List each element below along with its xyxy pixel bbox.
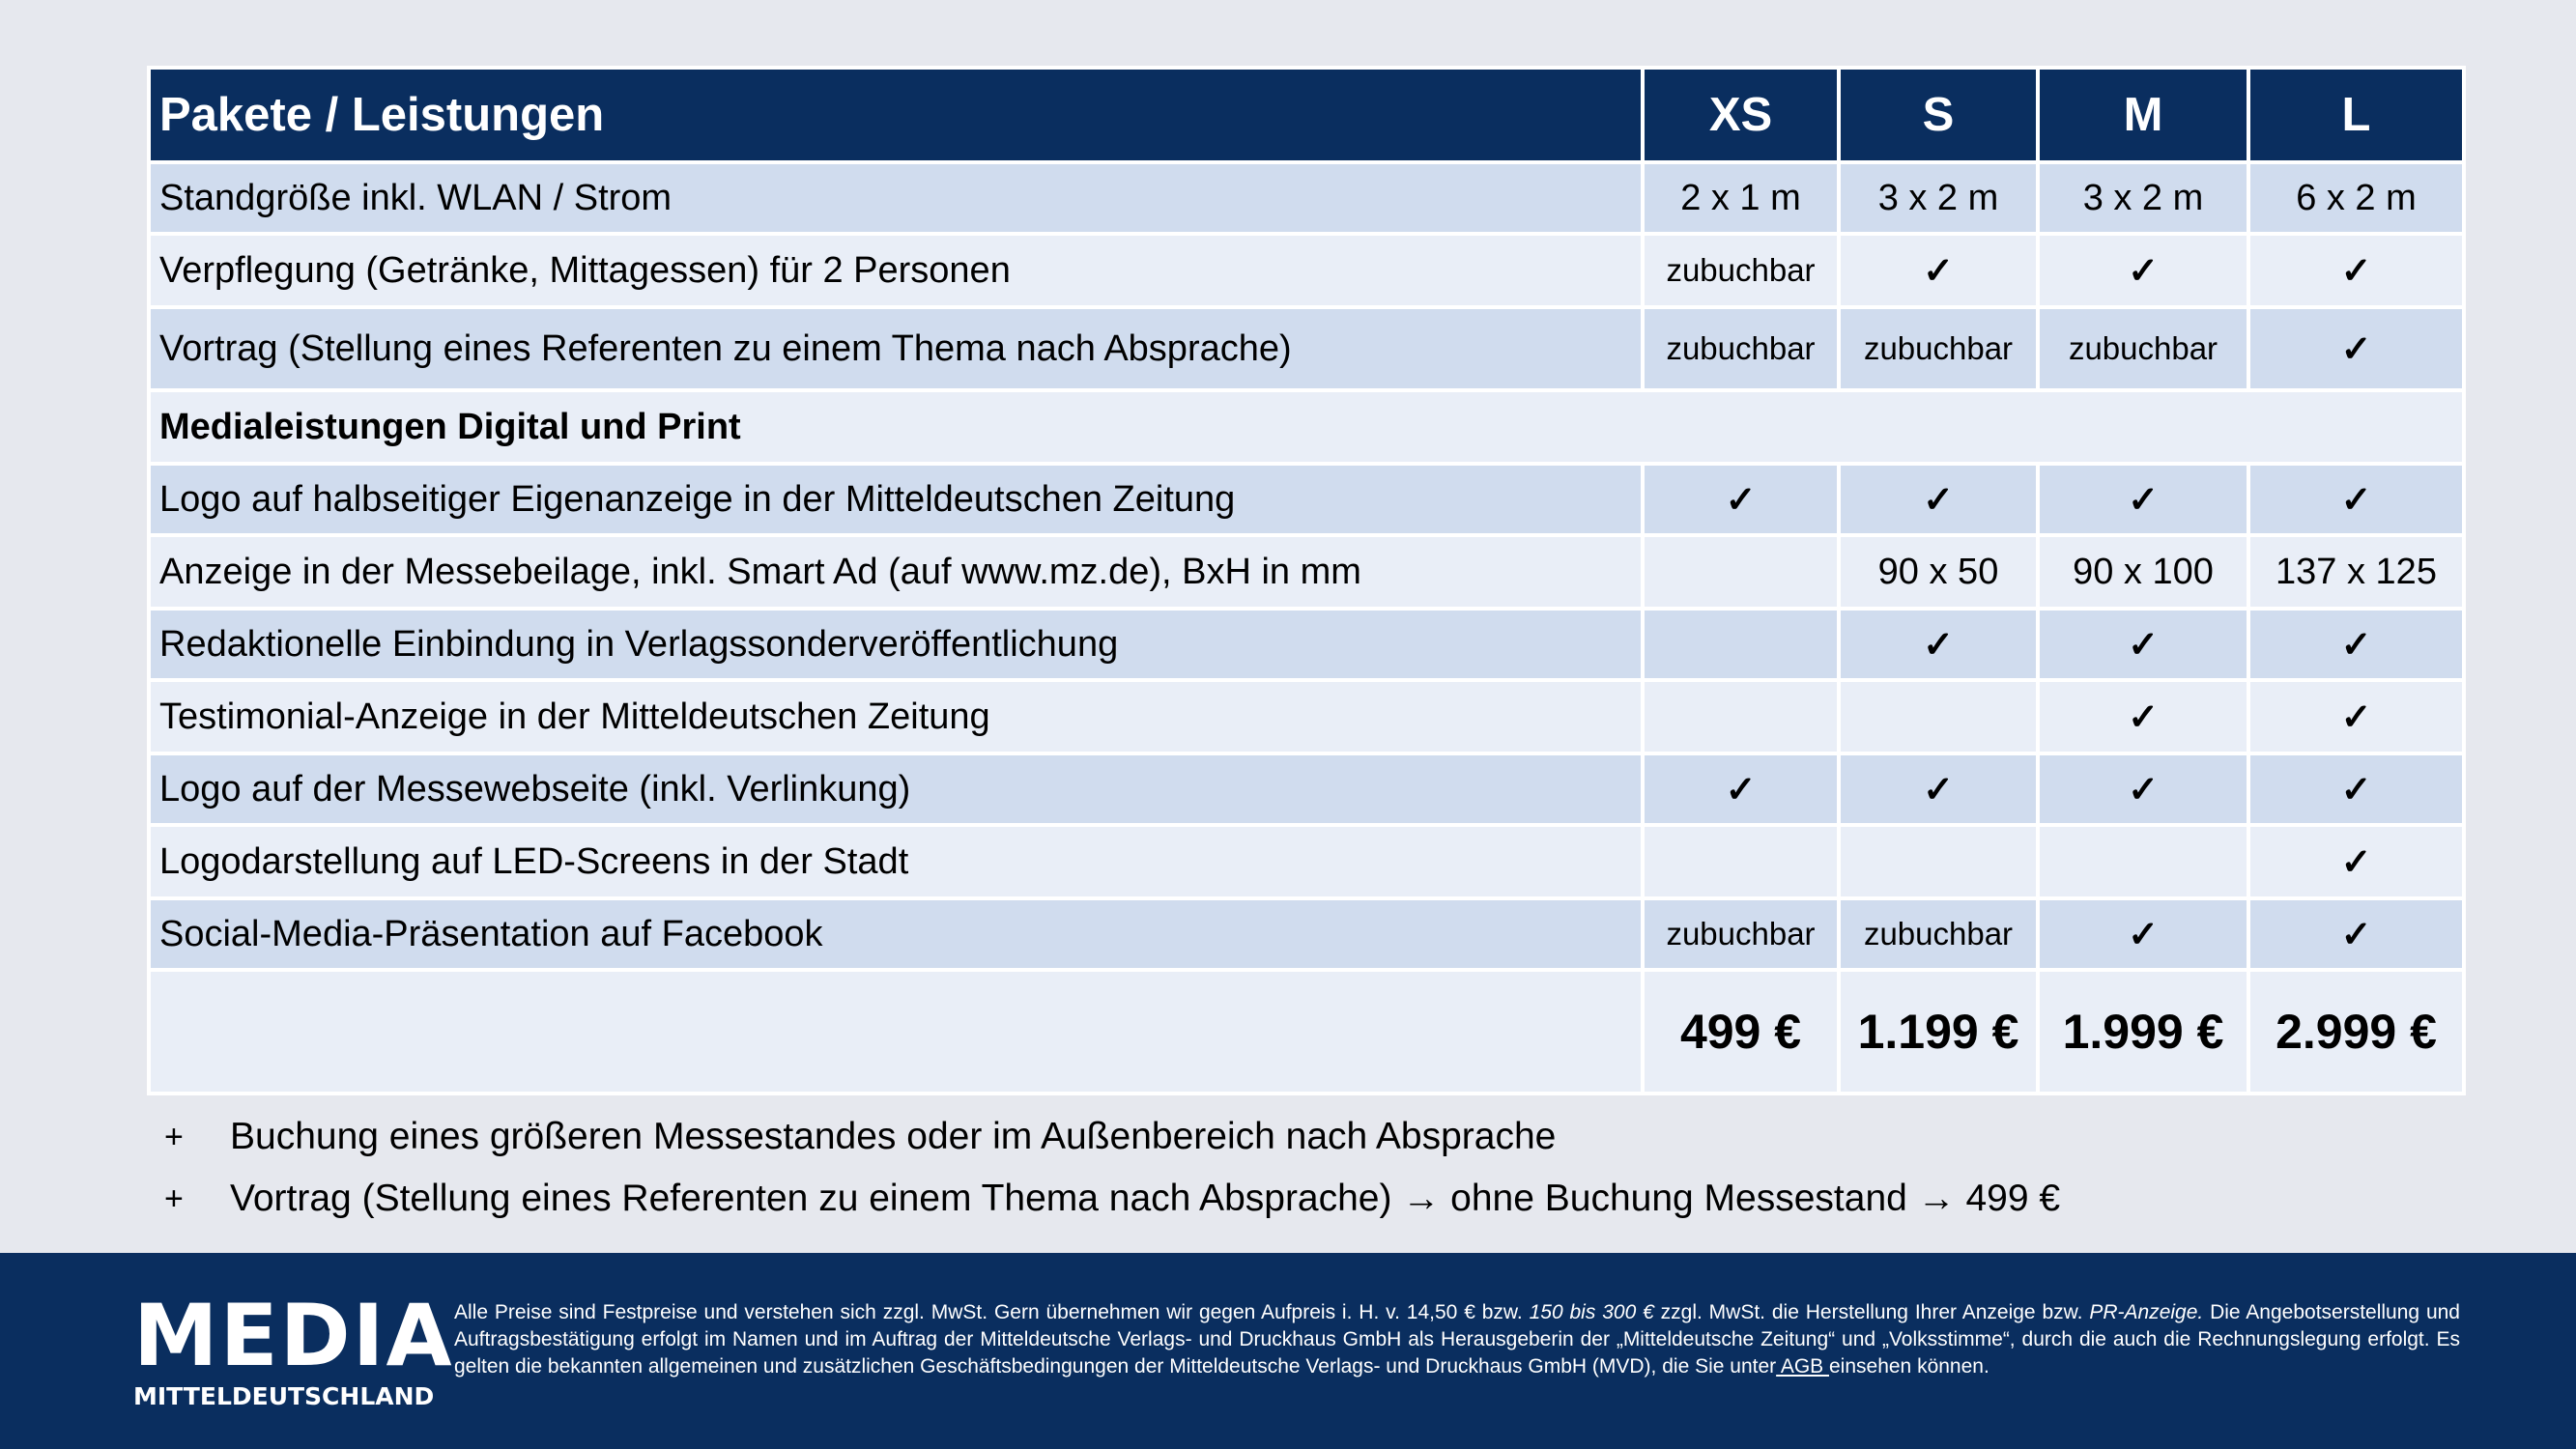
cell-value (1839, 680, 2038, 753)
package-header-xs: XS (1643, 68, 1839, 162)
cell-value (1839, 825, 2038, 898)
cell-value (1643, 609, 1839, 680)
list-item (164, 1106, 2060, 1168)
cell-value: 6 x 2 m (2248, 162, 2464, 234)
row-label: Testimonial-Anzeige in der Mitteldeutschen Zeitung (149, 680, 1643, 753)
price-s: 1.199 € (1839, 970, 2038, 1094)
notes-list (164, 1106, 2060, 1230)
row-label: Logo auf der Messewebseite (inkl. Verlinkung) (149, 753, 1643, 825)
check-icon: ✓ (2248, 464, 2464, 535)
package-header-l: L (2248, 68, 2464, 162)
check-icon: ✓ (2248, 609, 2464, 680)
plus-icon: + (164, 1179, 184, 1217)
price-xs: 499 € (1643, 970, 1839, 1094)
cell-value (2038, 825, 2248, 898)
cell-value: 137 x 125 (2248, 535, 2464, 609)
check-icon: ✓ (2248, 753, 2464, 825)
price-m: 1.999 € (2038, 970, 2248, 1094)
packages-table (147, 66, 2466, 1095)
cell-value: 2 x 1 m (1643, 162, 1839, 234)
table-row (149, 464, 2464, 535)
price-row-spacer (149, 970, 1643, 1094)
section-title: Medialeistungen Digital und Print (149, 390, 2464, 464)
section-row (149, 390, 2464, 464)
check-icon: ✓ (2038, 898, 2248, 970)
media-mitteldeutschland-logo (133, 1286, 454, 1410)
check-icon: ✓ (1839, 609, 2038, 680)
row-label: Redaktionelle Einbindung in Verlagssonderveröffentlichung (149, 609, 1643, 680)
check-icon: ✓ (2248, 680, 2464, 753)
cell-value (1643, 535, 1839, 609)
check-icon: ✓ (2248, 307, 2464, 390)
row-label: Logodarstellung auf LED-Screens in der Stadt (149, 825, 1643, 898)
agb-link[interactable]: AGB (1776, 1355, 1829, 1378)
check-icon: ✓ (1643, 753, 1839, 825)
table-row (149, 234, 2464, 307)
plus-icon: + (164, 1118, 184, 1155)
disclaimer-italic: 150 bis 300 € (1529, 1301, 1654, 1323)
note-text: Buchung eines größeren Messestandes oder im Außenbereich nach Absprache (230, 1116, 1557, 1157)
logo-sub-text: MITTELDEUTSCHLAND (133, 1382, 435, 1410)
list-item (164, 1168, 2060, 1230)
disclaimer-part: Die Angebotserstellung und Auftragsbestätigung erfolgt im Namen und im Auftrag der Mitteldeutsche Verlags- und Druckhaus GmbH als Herausgeberin der „Mitteldeutsche Zeitung“ und „Volksstimme“, durch die auch die Rechnungslegung erfolgt. Es gelten die bekannten allgemeinen und zusätzlichen Geschäftsbedingungen der Mitteldeutsche Verlags- und Druckhaus GmbH (MVD), die Sie unter (454, 1301, 2460, 1378)
note-text: Vortrag (Stellung eines Referenten zu einem Thema nach Absprache) → ohne Buchung Messestand → 499 € (230, 1178, 2061, 1219)
cell-value: zubuchbar (2038, 307, 2248, 390)
cell-value (1643, 680, 1839, 753)
package-header-s: S (1839, 68, 2038, 162)
cell-value: 90 x 100 (2038, 535, 2248, 609)
check-icon: ✓ (2038, 680, 2248, 753)
cell-value: 3 x 2 m (2038, 162, 2248, 234)
cell-value: zubuchbar (1643, 898, 1839, 970)
row-label: Vortrag (Stellung eines Referenten zu einem Thema nach Absprache) (149, 307, 1643, 390)
check-icon: ✓ (2038, 234, 2248, 307)
row-label: Verpflegung (Getränke, Mittagessen) für 2 Personen (149, 234, 1643, 307)
cell-value (1643, 825, 1839, 898)
cell-value: 90 x 50 (1839, 535, 2038, 609)
table-row (149, 609, 2464, 680)
price-row (149, 970, 2464, 1094)
row-label: Anzeige in der Messebeilage, inkl. Smart Ad (auf www.mz.de), BxH in mm (149, 535, 1643, 609)
table-row (149, 825, 2464, 898)
table-header-row (149, 68, 2464, 162)
disclaimer-part: einsehen können. (1829, 1355, 1989, 1378)
cell-value: zubuchbar (1643, 307, 1839, 390)
row-label: Logo auf halbseitiger Eigenanzeige in der Mitteldeutschen Zeitung (149, 464, 1643, 535)
check-icon: ✓ (2038, 753, 2248, 825)
row-label: Social-Media-Präsentation auf Facebook (149, 898, 1643, 970)
price-l: 2.999 € (2248, 970, 2464, 1094)
row-label: Standgröße inkl. WLAN / Strom (149, 162, 1643, 234)
check-icon: ✓ (2038, 609, 2248, 680)
footer (0, 1253, 2576, 1449)
table-row (149, 307, 2464, 390)
check-icon: ✓ (1839, 234, 2038, 307)
check-icon: ✓ (1839, 753, 2038, 825)
check-icon: ✓ (2248, 825, 2464, 898)
disclaimer-italic: PR-Anzeige. (2089, 1301, 2204, 1323)
check-icon: ✓ (1643, 464, 1839, 535)
check-icon: ✓ (2038, 464, 2248, 535)
table-row (149, 162, 2464, 234)
table-row (149, 753, 2464, 825)
disclaimer-part: zzgl. MwSt. die Herstellung Ihrer Anzeige bzw. (1653, 1301, 2090, 1323)
table-row (149, 898, 2464, 970)
cell-value: 3 x 2 m (1839, 162, 2038, 234)
disclaimer-part: Alle Preise sind Festpreise und verstehen sich zzgl. MwSt. Gern übernehmen wir gegen Aufpreis i. H. v. 14,50 € bzw. (454, 1301, 1530, 1323)
cell-value: zubuchbar (1839, 307, 2038, 390)
cell-value: zubuchbar (1839, 898, 2038, 970)
logo-main-text: MEDIA (133, 1286, 454, 1385)
disclaimer-text (454, 1299, 2460, 1380)
check-icon: ✓ (2248, 234, 2464, 307)
check-icon: ✓ (1839, 464, 2038, 535)
table-title: Pakete / Leistungen (149, 68, 1643, 162)
check-icon: ✓ (2248, 898, 2464, 970)
table-row (149, 535, 2464, 609)
package-header-m: M (2038, 68, 2248, 162)
cell-value: zubuchbar (1643, 234, 1839, 307)
table-row (149, 680, 2464, 753)
